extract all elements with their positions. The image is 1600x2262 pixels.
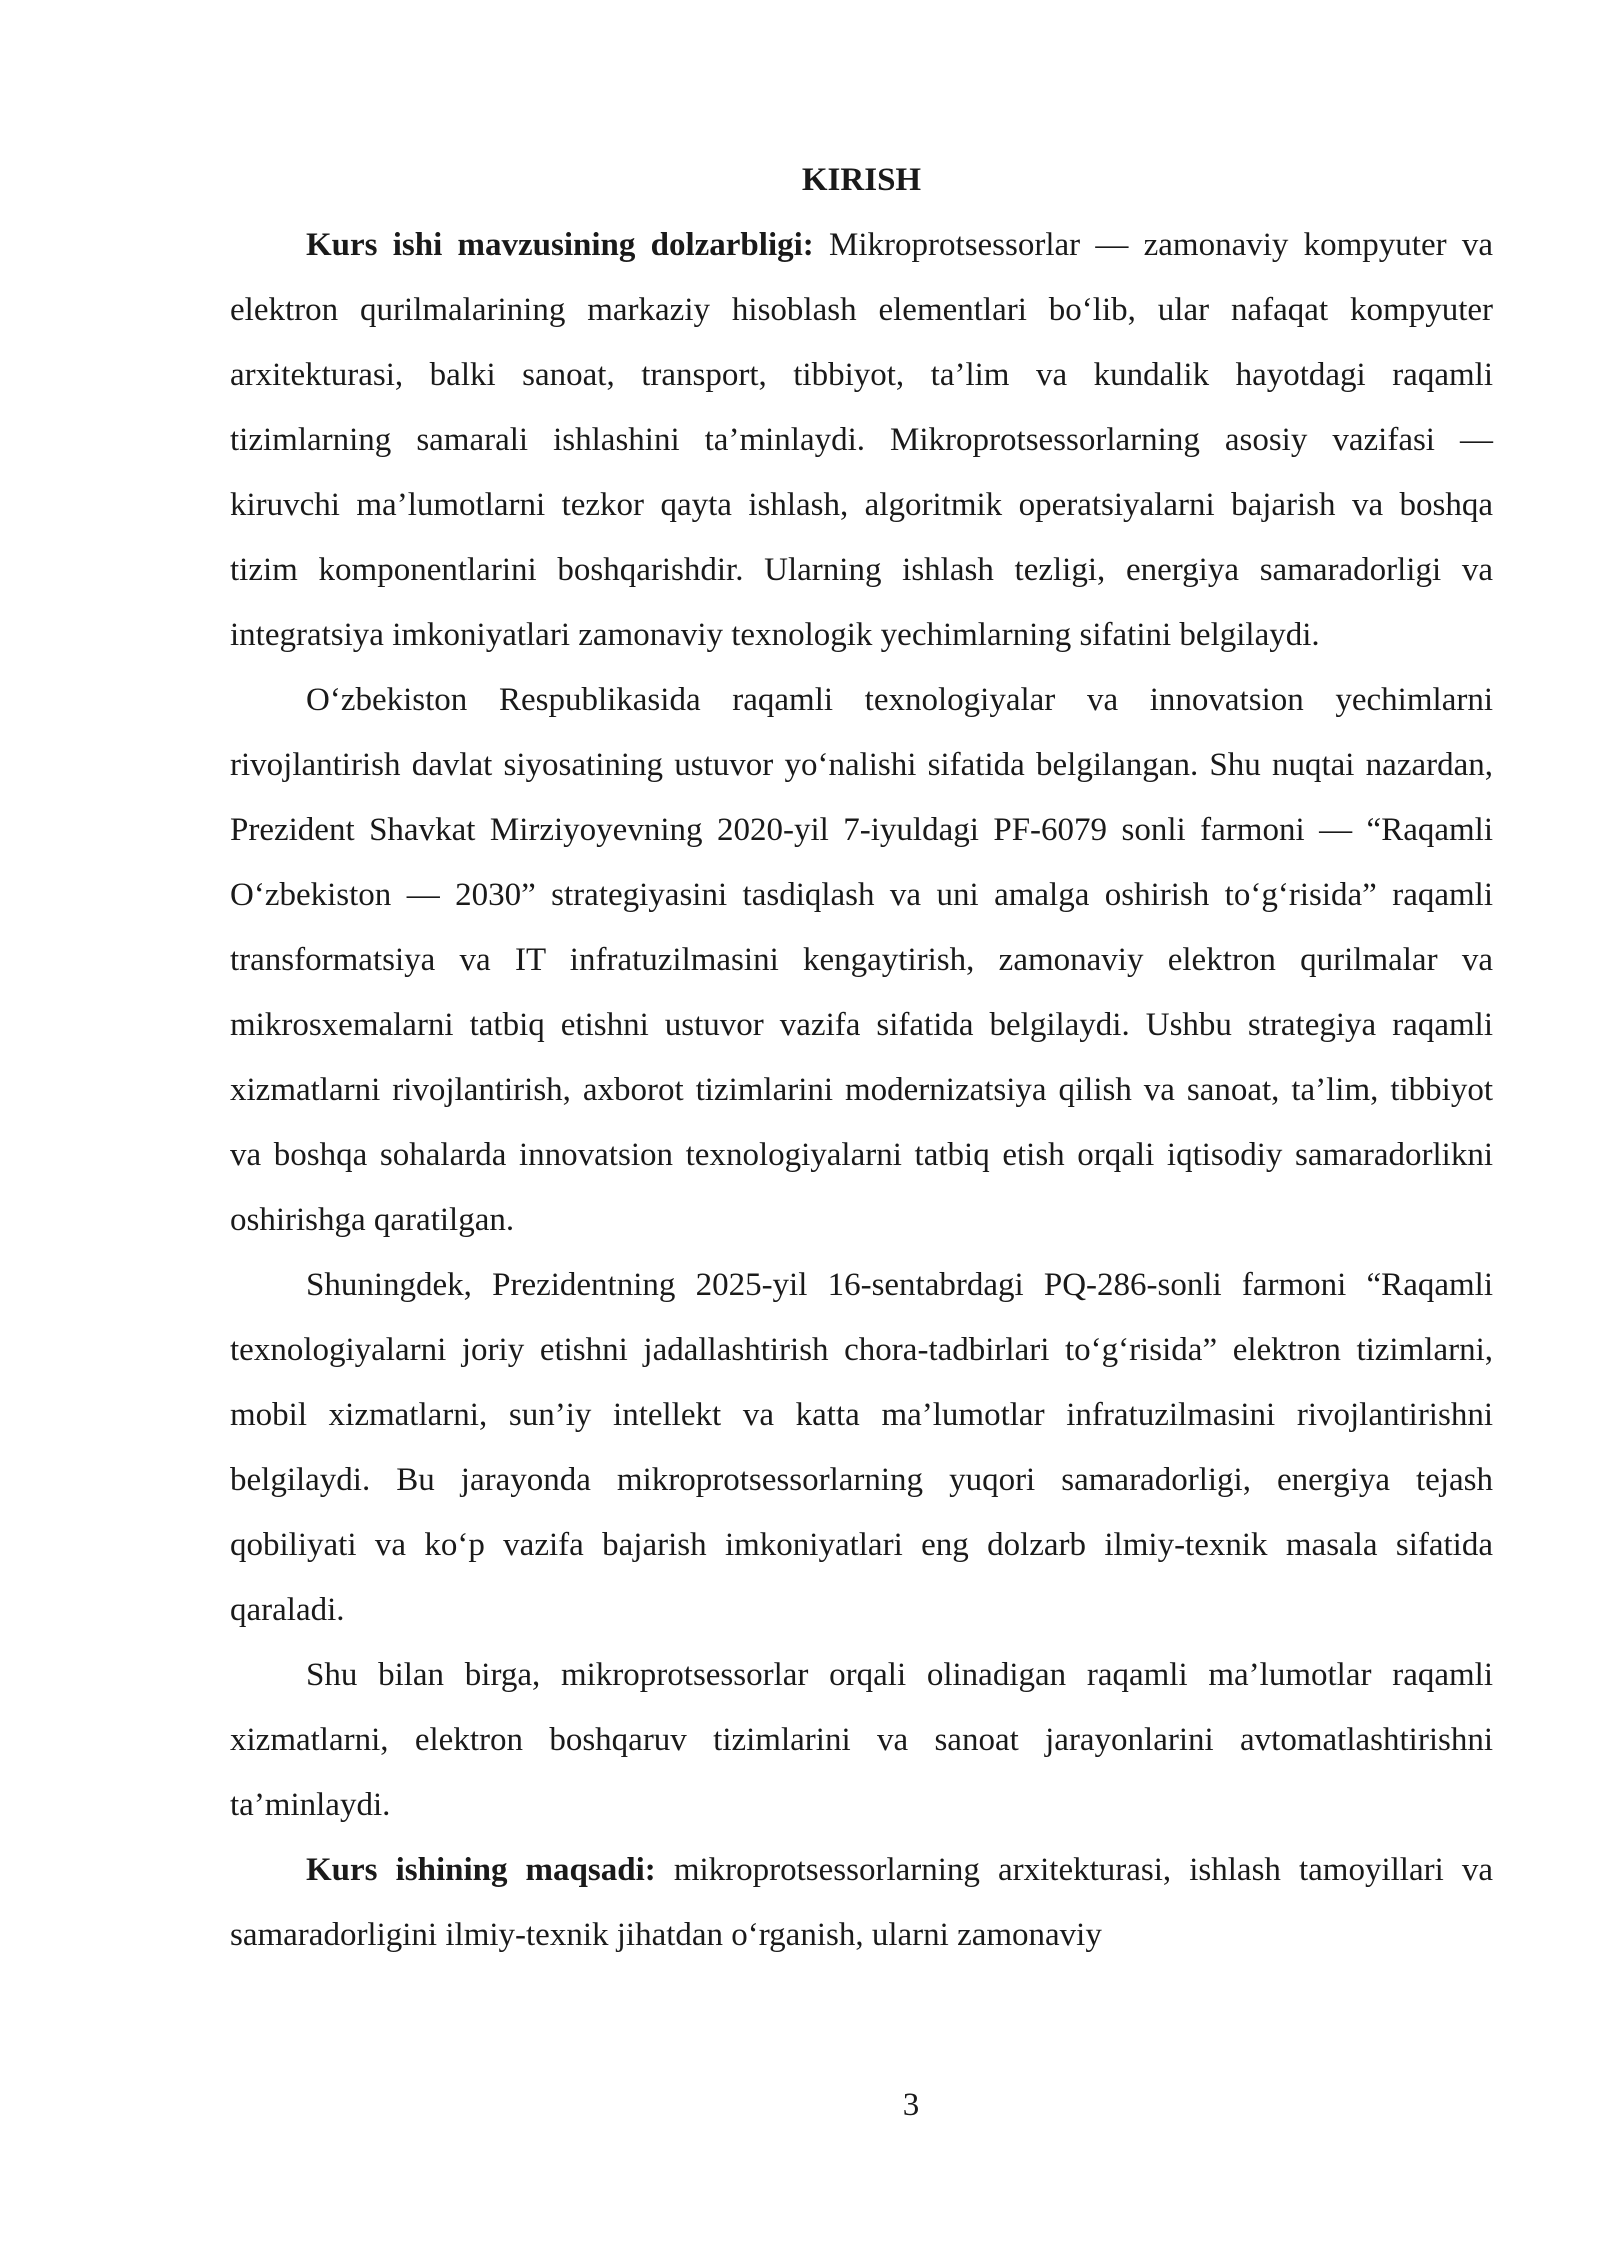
- paragraph-text: O‘zbekiston Respublikasida raqamli texnologiyalar va innovatsion yechimlarni rivojlantirish davlat siyosatining ustuvor yo‘nalishi sifatida belgilangan. Shu nuqtai nazardan, Prezident Shavkat Mirziyoyevning 2020-yil 7-iyuldagi PF-6079 sonli farmoni — “Raqamli O‘zbekiston — 2030” strategiyasini tasdiqlash va uni amalga oshirish to‘g‘risida” raqamli transformatsiya va IT infratuzilmasini kengaytirish, zamonaviy elektron qurilmalar va mikrosxemalarni tatbiq etishni ustuvor vazifa sifatida belgilaydi. Ushbu strategiya raqamli xizmatlarni rivojlantirish, axborot tizimlarini modernizatsiya qilish va sanoat, ta’lim, tibbiyot va boshqa sohalarda innovatsion texnologiyalarni tatbiq etish orqali iqtisodiy samaradorlikni oshirishga qaratilgan.: [230, 682, 1493, 1238]
- paragraph-goal: [230, 1838, 1493, 1968]
- paragraph-text: Shu bilan birga, mikroprotsessorlar orqali olinadigan raqamli ma’lumotlar raqamli xizmatlarni, elektron boshqaruv tizimlarini va sanoat jarayonlarini avtomatlashtirishni ta’minlaydi.: [230, 1657, 1493, 1823]
- section-heading: KIRISH: [801, 162, 922, 198]
- paragraph-text: Mikroprotsessorlar — zamonaviy kompyuter va elektron qurilmalarining markaziy hisoblash elementlari bo‘lib, ular nafaqat kompyuter arxitekturasi, balki sanoat, transport, tibbiyot, ta’lim va kundalik hayotdagi raqamli tizimlarning samarali ishlashini ta’minlaydi. Mikroprotsessorlarning asosiy vazifasi — kiruvchi ma’lumotlarni tezkor qayta ishlash, algoritmik operatsiyalarni bajarish va boshqa tizim komponentlarini boshqarishdir. Ularning ishlash tezligi, energiya samaradorligi va integratsiya imkoniyatlari zamonaviy texnologik yechimlarning sifatini belgilaydi.: [230, 227, 1493, 653]
- paragraph-text: mikroprotsessorlarning arxitekturasi, ishlash tamoyillari va samaradorligini ilmiy-texnik jihatdan o‘rganish, ularni zamonaviy: [230, 1852, 1493, 1953]
- paragraph-lead: Kurs ishining maqsadi:: [306, 1852, 656, 1888]
- paragraph-text: Shuningdek, Prezidentning 2025-yil 16-sentabrdagi PQ-286-sonli farmoni “Raqamli texnologiyalarni joriy etishni jadallashtirish chora-tadbirlari to‘g‘risida” elektron tizimlarni, mobil xizmatlarni, sun’iy intellekt va katta ma’lumotlar infratuzilmasini rivojlantirishni belgilaydi. Bu jarayonda mikroprotsessorlarning yuqori samaradorligi, energiya tejash qobiliyati va ko‘p vazifa bajarish imkoniyatlari eng dolzarb ilmiy-texnik masala sifatida qaraladi.: [230, 1267, 1493, 1628]
- paragraph-decree: [230, 1253, 1493, 1643]
- paragraph-strategy: [230, 668, 1493, 1253]
- paragraph-relevance: [230, 213, 1493, 668]
- paragraph-lead: Kurs ishi mavzusining dolzarbligi:: [306, 227, 814, 263]
- document-page: [230, 148, 1493, 1968]
- page-number: 3: [902, 2087, 920, 2123]
- paragraph-digital-data: [230, 1643, 1493, 1838]
